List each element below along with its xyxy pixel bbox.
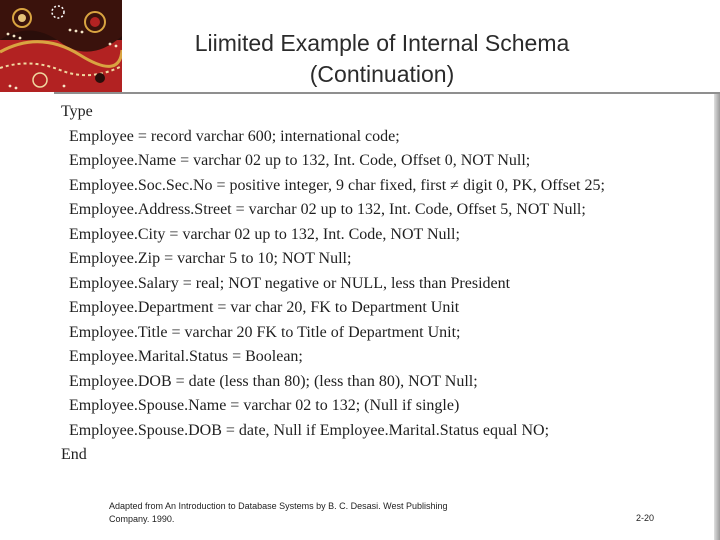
schema-line: Employee = record varchar 600; international code;	[69, 127, 400, 145]
schema-line: Employee.Spouse.Name = varchar 02 to 132; (Null if single)	[69, 397, 460, 414]
citation-line-1: Adapted from An Introduction to Database Systems by B. C. Desasi. West Publishing	[109, 501, 448, 511]
title-line-1: Liimited Example of Internal Schema	[194, 30, 570, 56]
title-line-2: (Continuation)	[309, 61, 455, 87]
schema-line: Employee.Department = var char 20, FK to Department Unit	[69, 299, 460, 316]
schema-line: Employee.Marital.Status = Boolean;	[69, 348, 303, 365]
schema-line: Employee.DOB = date (less than 80); (less than 80), NOT Null;	[69, 372, 478, 390]
schema-line: Employee.Title = varchar 20 FK to Title of Department Unit;	[69, 323, 461, 341]
schema-line: Employee.City = varchar 02 up to 132, Int. Code, NOT Null;	[69, 225, 460, 243]
aboriginal-art-icon	[0, 0, 122, 92]
schema-line: Employee.Salary = real; NOT negative or NULL, less than President	[69, 274, 511, 292]
decorative-pattern	[0, 0, 122, 92]
citation-line-2: Company. 1990.	[109, 514, 175, 524]
source-citation	[109, 500, 509, 526]
slide-title	[120, 28, 644, 90]
right-edge-shadow	[714, 94, 720, 540]
type-keyword: Type	[61, 103, 93, 120]
page-number: 2-20	[636, 513, 655, 523]
schema-line: Employee.Spouse.DOB = date, Null if Employee.Marital.Status equal NO;	[69, 421, 550, 439]
schema-line: Employee.Name = varchar 02 up to 132, Int. Code, Offset 0, NOT Null;	[69, 152, 531, 169]
schema-line: Employee.Address.Street = varchar 02 up to 132, Int. Code, Offset 5, NOT Null;	[69, 201, 586, 218]
header-rule	[54, 92, 720, 94]
schema-body	[61, 100, 711, 468]
end-keyword: End	[61, 446, 87, 463]
schema-line: Employee.Soc.Sec.No = positive integer, 9 char fixed, first ≠ digit 0, PK, Offset 25;	[69, 176, 605, 194]
schema-line: Employee.Zip = varchar 5 to 10; NOT Null;	[69, 250, 352, 267]
